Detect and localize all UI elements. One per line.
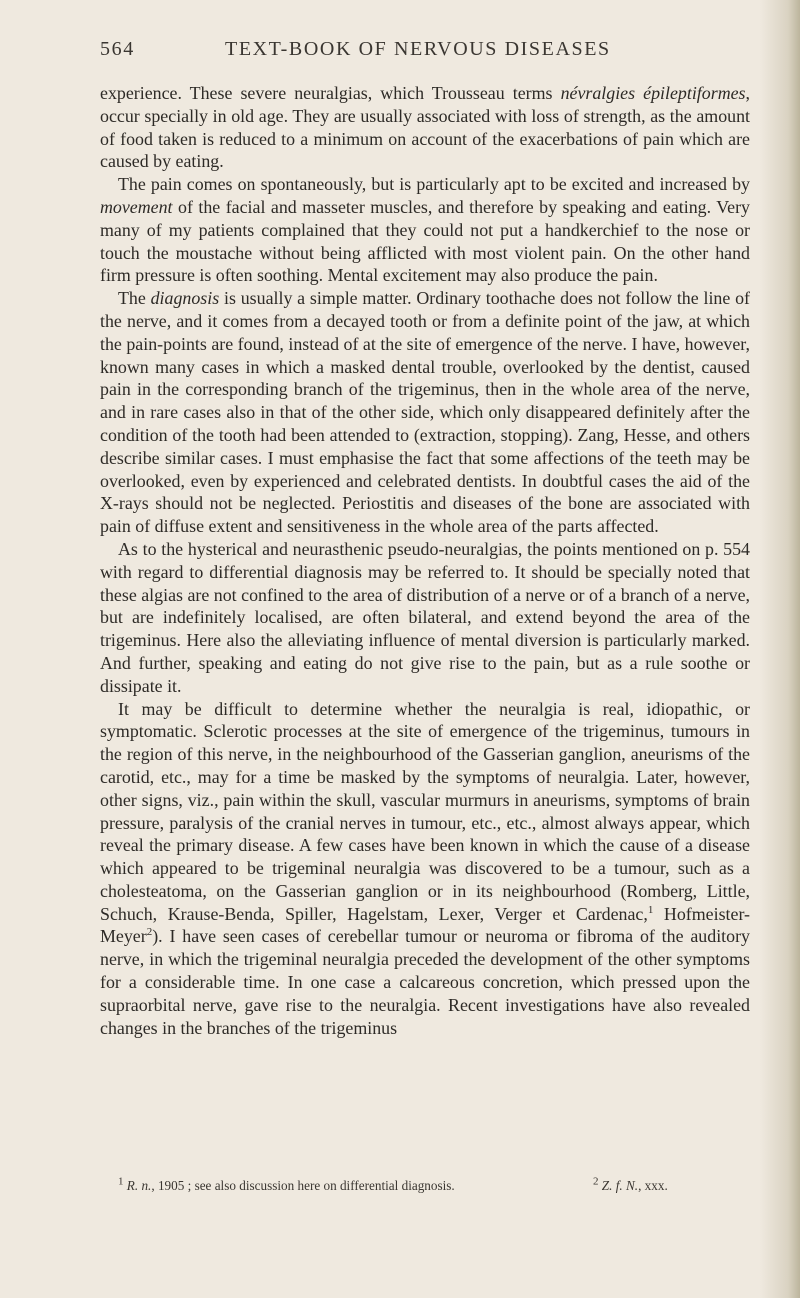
footnote-ref: 1 [647,903,654,916]
text-run: As to the hysterical and neurasthenic pseudo-neuralgias, the points mentioned on p. 554 with regard to differential diagnosis may be referred to. It should be specially noted that these algias are not confined to the area of distribution of a nerve or of a branch of a nerve, but are indefinitely localised, are often bilateral, and extend beyond the area of the trigeminus. Here also the alleviating influence of mental diversion is particularly marked. And further, speaking and eating do not give rise to the pain, but as a rule soothe or dissipate it. [100,538,750,696]
text-run: It may be difficult to determine whether the neuralgia is real, idiopathic, or symptomatic. Sclerotic processes at the site of emergence of the trigeminus, tumours in the region of this nerve, in the neighbourhood of the Gasserian ganglion, aneurisms of the carotid, etc., may for a time be masked by the symptoms of neuralgia. Later, however, other signs, viz., pain within the skull, vascular murmurs in aneurisms, symptoms of brain pressure, paralysis of the cranial nerves in tumour, etc., etc., almost always appear, which reveal the primary disease. A few cases have been known in which the cause of a disease which appeared to be trigeminal neuralgia was discovered to be a tumour, such as a cholesteatoma, on the Gasserian ganglion or in its neighbourhood (Romberg, Little, Schuch, Krause-Benda, Spiller, Hagelstam, Lexer, Verger et Cardenac, [100,698,750,924]
paragraph [100,698,750,1040]
italic-text: R. n. [126,1178,152,1193]
paragraph [100,82,750,173]
italic-text: Z. f. N. [601,1178,639,1193]
text-run: ). I have seen cases of cerebellar tumour or neuroma or fibroma of the auditory nerve, in which the trigeminal neuralgia preceded the development of the other symptoms for a considerable time. In one case a calcareous concretion, which pressed upon the supraorbital nerve, gave rise to the neuralgia. Recent investigations have also revealed changes in the branches of the trigeminus [100,926,750,1038]
paragraph [100,173,750,287]
text-run: , 1905 ; see also discussion here on differential diagnosis. [151,1178,455,1193]
text-run: , xxx. [638,1178,668,1193]
footnote-marker: 2 [593,1175,599,1188]
paragraph [100,287,750,538]
text-run: of the facial and masseter muscles, and therefore by speaking and eating. Very many of my patients complained that they could not put a handkerchief to the nose or touch the moustache without being afflicted with most violent pain. On the other hand firm pressure is often soothing. Mental excitement may also produce the pain. [100,196,750,286]
text-run: is usually a simple matter. Ordinary toothache does not follow the line of the nerve, and it comes from a decayed tooth or from a definite point of the jaw, at which the pain-points are found, instead of at the site of emergence of the nerve. I have, however, known many cases in which a masked dental trouble, overlooked by the dentist, caused pain in the corresponding branch of the trigeminus, then in the whole area of the nerve, and in rare cases also in that of the other side, which only disappeared definitely after the condition of the tooth had been attended to (extraction, stopping). Zang, Hesse, and others describe similar cases. I must emphasise the fact that some affections of the teeth may be overlooked, even by experienced and celebrated dentists. In doubtful cases the aid of the X-rays should not be neglected. Periostitis and diseases of the bone are associated with pain of diffuse extent and sensitiveness in the whole area of the parts affected. [100,288,750,537]
text-run: The pain comes on spontaneously, but is particularly apt to be excited and increased by [118,174,750,195]
text-run: , occur specially in old age. They are usually associated with loss of strength, as the amount of food taken is reduced to a minimum on account of the exacerbations of pain which are caused by eating. [100,83,750,172]
footnote-marker: 1 [118,1175,124,1188]
italic-text: movement [100,196,173,217]
running-header [100,38,730,68]
text-run: The [118,288,151,309]
italic-text: diagnosis [150,288,220,309]
text-run: experience. These severe neuralgias, which Trousseau terms [100,83,561,103]
running-title: TEXT-BOOK OF NERVOUS DISEASES [225,38,611,60]
footnote-1 [118,1175,455,1194]
italic-text: névralgies épileptiformes [560,83,746,103]
page-edge-shadow [760,0,800,1298]
body-text [100,82,750,1039]
footnote-ref: 2 [146,926,153,939]
footnote-2 [593,1175,668,1194]
text-run: Hofmeister-Meyer [100,903,750,947]
page-number: 564 [100,38,135,60]
paragraph [100,538,750,698]
